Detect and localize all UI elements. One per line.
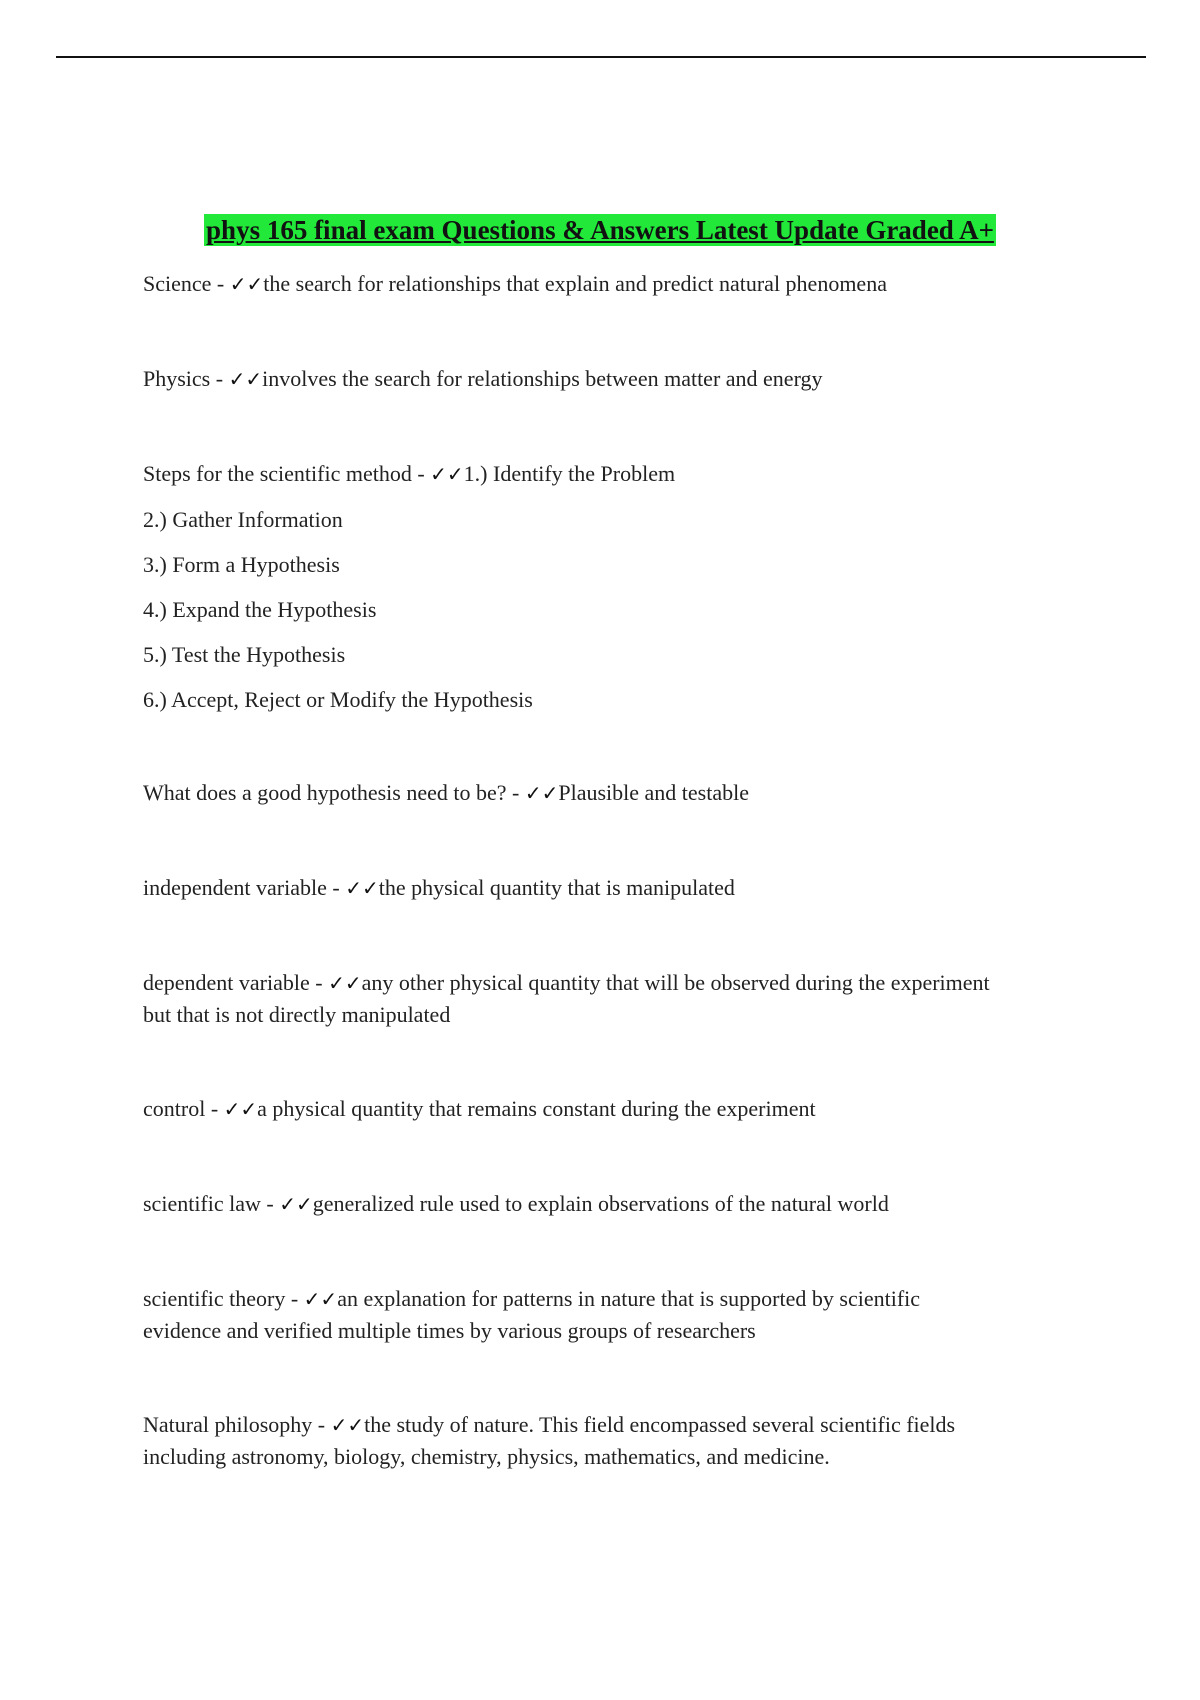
term: Steps for the scientific method (143, 461, 412, 486)
method-step: 6.) Accept, Reject or Modify the Hypothesis (143, 687, 533, 712)
qa-entry-scientific-law: scientific law - ✓✓generalized rule used to explain observations of the natural world (143, 1191, 889, 1216)
term: scientific theory (143, 1286, 286, 1311)
check-mark-icon: ✓✓ (303, 1287, 338, 1311)
qa-content (143, 268, 1083, 1472)
term: What does a good hypothesis need to be? (143, 780, 507, 805)
method-step: 3.) Form a Hypothesis (143, 552, 340, 577)
method-step: 5.) Test the Hypothesis (143, 642, 346, 667)
method-steps-list (143, 504, 1083, 715)
definition: the study of nature. This field encompassed several scientific fields (364, 1412, 956, 1437)
definition: an explanation for patterns in nature that is supported by scientific (337, 1286, 921, 1311)
qa-line: dependent variable - ✓✓any other physical quantity that will be observed during the experiment (143, 970, 990, 995)
term: independent variable (143, 875, 327, 900)
term: control (143, 1096, 206, 1121)
definition: Plausible and testable (558, 780, 749, 805)
top-divider (56, 56, 1146, 58)
qa-entry-scientific-method (143, 458, 1083, 715)
method-step: 2.) Gather Information (143, 507, 343, 532)
method-step: 4.) Expand the Hypothesis (143, 597, 377, 622)
term: dependent variable (143, 970, 310, 995)
definition: any other physical quantity that will be observed during the experiment (361, 970, 990, 995)
qa-entry-control: control - ✓✓a physical quantity that remains constant during the experiment (143, 1096, 816, 1121)
definition-continued: evidence and verified multiple times by various groups of researchers (143, 1318, 756, 1343)
definition-continued: including astronomy, biology, chemistry, physics, mathematics, and medicine. (143, 1444, 830, 1469)
qa-line: Natural philosophy - ✓✓the study of nature. This field encompassed several scientific fields (143, 1412, 956, 1437)
term: Natural philosophy (143, 1412, 313, 1437)
check-mark-icon: ✓✓ (330, 1413, 365, 1437)
qa-entry-dependent-variable (143, 967, 1083, 1030)
definition: 1.) Identify the Problem (463, 461, 676, 486)
check-mark-icon: ✓✓ (328, 971, 362, 995)
qa-line: scientific theory - ✓✓an explanation for patterns in nature that is supported by scientific (143, 1286, 921, 1311)
definition: the search for relationships that explain and predict natural phenomena (263, 271, 887, 296)
qa-line: Steps for the scientific method - ✓✓1.) Identify the Problem (143, 461, 676, 486)
title-container (0, 214, 1200, 246)
check-mark-icon: ✓✓ (430, 462, 464, 486)
qa-entry-hypothesis: What does a good hypothesis need to be? - ✓✓Plausible and testable (143, 780, 749, 805)
term: Physics (143, 366, 211, 391)
definition-continued: but that is not directly manipulated (143, 1002, 451, 1027)
definition: a physical quantity that remains constant during the experiment (257, 1096, 816, 1121)
qa-entry-science: Science - ✓✓the search for relationships that explain and predict natural phenomena (143, 271, 887, 296)
check-mark-icon: ✓✓ (223, 1097, 258, 1121)
qa-entry-scientific-theory (143, 1283, 1083, 1346)
check-mark-icon: ✓✓ (229, 272, 264, 296)
check-mark-icon: ✓✓ (524, 781, 559, 805)
document-title: phys 165 final exam Questions & Answers Latest Update Graded A+ (206, 215, 994, 245)
definition: involves the search for relationships between matter and energy (262, 366, 823, 391)
check-mark-icon: ✓✓ (345, 876, 379, 900)
check-mark-icon: ✓✓ (279, 1192, 313, 1216)
definition: the physical quantity that is manipulated (378, 875, 735, 900)
term: scientific law (143, 1191, 261, 1216)
check-mark-icon: ✓✓ (228, 367, 263, 391)
term: Science (143, 271, 212, 296)
qa-entry-physics: Physics - ✓✓involves the search for relationships between matter and energy (143, 366, 823, 391)
qa-entry-independent-variable: independent variable - ✓✓the physical quantity that is manipulated (143, 875, 735, 900)
qa-entry-natural-philosophy (143, 1409, 1083, 1472)
definition: generalized rule used to explain observations of the natural world (312, 1191, 889, 1216)
